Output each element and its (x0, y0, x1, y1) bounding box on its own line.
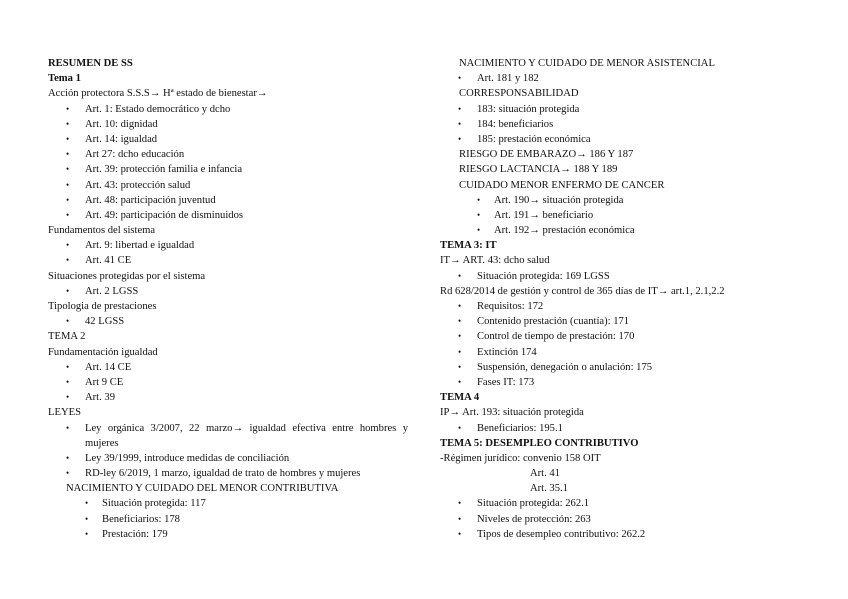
bullet-icon: • (458, 103, 462, 114)
list-item-continuation: mujeres (85, 437, 119, 449)
bullet-icon: • (66, 422, 70, 433)
fundamentos-label: Fundamentos del sistema (48, 225, 156, 237)
bullet-icon: • (458, 73, 462, 84)
list-item: • Suspensión, denegación o anulación: 175 (440, 360, 810, 375)
corresponsabilidad-heading: CORRESPONSABILIDAD (459, 88, 579, 100)
bullet-icon: • (66, 361, 70, 372)
list-item: • 185: prestación económica (440, 132, 810, 147)
tema1-heading: Tema 1 (48, 73, 81, 85)
list-item: • 183: situación protegida (440, 102, 810, 117)
bullet-icon: • (66, 179, 70, 190)
left-column (48, 56, 408, 542)
art35-line: Art. 35.1 (530, 483, 568, 495)
bullet-icon: • (66, 392, 70, 403)
list-item: • Art. 14 CE (48, 360, 408, 375)
bullet-icon: • (458, 528, 462, 539)
list-item: • Situación protegida: 117 (48, 496, 408, 511)
bullet-icon: • (85, 498, 89, 509)
bullet-icon: • (66, 316, 70, 327)
list-item: • Art. 10: dignidad (48, 117, 408, 132)
list-item: • Situación protegida: 169 LGSS (440, 269, 810, 284)
list-item: • Contenido prestación (cuantía): 171 (440, 314, 810, 329)
riesgo-lactancia: RIESGO LACTANCIA→ 188 Y 189 (459, 164, 618, 176)
bullet-icon: • (66, 149, 70, 160)
document-title: RESUMEN DE SS (48, 58, 133, 69)
bullet-icon: • (458, 118, 462, 129)
nacimiento-contributiva-heading: NACIMIENTO Y CUIDADO DEL MENOR CONTRIBUTIVA (66, 483, 339, 495)
list-item: • Control de tiempo de prestación: 170 (440, 329, 810, 344)
list-item: • Art. 41 CE (48, 253, 408, 268)
right-column (440, 56, 810, 542)
bullet-icon: • (85, 528, 89, 539)
list-item: • Art. 39 (48, 390, 408, 405)
bullet-icon: • (66, 376, 70, 387)
tema4-heading: TEMA 4 (440, 392, 480, 404)
list-item: • Beneficiarios: 195.1 (440, 421, 810, 436)
bullet-icon: • (458, 361, 462, 372)
bullet-icon: • (458, 331, 462, 342)
list-item: • Art. 48: participación juventud (48, 193, 408, 208)
list-item: • 184: beneficiarios (440, 117, 810, 132)
list-item: • Art. 14: igualdad (48, 132, 408, 147)
cuidado-cancer-heading: CUIDADO MENOR ENFERMO DE CANCER (459, 179, 665, 191)
tipologia-label: Tipologia de prestaciones (48, 301, 157, 312)
tema5-heading: TEMA 5: DESEMPLEO CONTRIBUTIVO (440, 437, 639, 449)
bullet-icon: • (66, 194, 70, 205)
bullet-icon: • (458, 513, 462, 524)
bullet-icon: • (458, 270, 462, 281)
list-item: • Extinción 174 (440, 345, 810, 360)
bullet-icon: • (458, 133, 462, 144)
tema1-intro: Acción protectora S.S.S→ Hª estado de bienestar→ (48, 88, 268, 100)
list-item: • Requisitos: 172 (440, 299, 810, 314)
bullet-icon: • (66, 118, 70, 129)
bullet-icon: • (458, 498, 462, 509)
bullet-icon: • (477, 194, 481, 205)
riesgo-embarazo: RIESGO DE EMBARAZO→ 186 Y 187 (459, 149, 634, 161)
list-item: • Art. 181 y 182 (440, 71, 810, 86)
list-item: • Tipos de desempleo contributivo: 262.2 (440, 527, 810, 542)
bullet-icon: • (458, 301, 462, 311)
list-item: • Prestación: 179 (48, 527, 408, 542)
list-item: • Niveles de protección: 263 (440, 512, 810, 527)
bullet-icon: • (66, 285, 70, 296)
list-item: • Ley 39/1999, introduce medidas de conciliación (48, 451, 408, 466)
bullet-icon: • (66, 452, 70, 463)
bullet-icon: • (66, 240, 70, 251)
list-item: • Art. 192→ prestación económica (440, 223, 810, 238)
list-item: • Situación protegida: 262.1 (440, 496, 810, 511)
bullet-icon: • (85, 513, 89, 524)
list-item: • RD-ley 6/2019, 1 marzo, igualdad de trato de hombres y mujeres (48, 466, 408, 481)
bullet-icon: • (458, 422, 462, 433)
list-item: • Art. 2 LGSS (48, 284, 408, 299)
ip-line: IP→ Art. 193: situación protegida (440, 407, 584, 419)
bullet-icon: • (458, 346, 462, 357)
it-line: IT→ ART. 43: dcho salud (440, 255, 550, 267)
list-item: • Fases IT: 173 (440, 375, 810, 390)
bullet-icon: • (477, 209, 481, 220)
list-item: • Ley orgánica 3/2007, 22 marzo→ igualdad efectiva entre hombres y (48, 421, 408, 436)
bullet-icon: • (66, 468, 70, 479)
list-item: • Art 27: dcho educación (48, 147, 408, 162)
bullet-icon: • (458, 316, 462, 327)
bullet-icon: • (66, 164, 70, 175)
bullet-icon: • (458, 376, 462, 387)
list-item: • Art. 1: Estado democrático y dcho (48, 102, 408, 117)
rd-line: Rd 628/2014 de gestión y control de 365 días de IT→ art.1, 2.1,2.2 (440, 285, 725, 297)
list-item: • Art. 190→ situación protegida (440, 193, 810, 208)
list-item: • Art. 49: participación de disminuidos (48, 208, 408, 223)
list-item: • Art 9 CE (48, 375, 408, 390)
bullet-icon: • (66, 133, 70, 144)
list-item: • Art. 43: protección salud (48, 178, 408, 193)
fundamentacion-label: Fundamentación igualdad (48, 346, 158, 358)
list-item: • Art. 9: libertad e igualdad (48, 238, 408, 253)
art41-line: Art. 41 (530, 468, 561, 480)
bullet-icon: • (66, 255, 70, 266)
list-item: • Art. 39: protección familia e infancia (48, 162, 408, 177)
leyes-label: LEYES (48, 407, 81, 419)
tema2-heading: TEMA 2 (48, 331, 86, 343)
bullet-icon: • (66, 103, 70, 114)
list-item: • Beneficiarios: 178 (48, 512, 408, 527)
list-item: • 42 LGSS (48, 314, 408, 329)
nacimiento-asistencial-heading: NACIMIENTO Y CUIDADO DE MENOR ASISTENCIAL (459, 58, 715, 69)
bullet-icon: • (66, 209, 70, 220)
list-item: • Art. 191→ beneficiario (440, 208, 810, 223)
regimen-line: -Régimen jurídico: convenio 158 OIT (440, 452, 601, 464)
bullet-icon: • (477, 225, 481, 236)
tema3-heading: TEMA 3: IT (440, 240, 497, 252)
situaciones-label: Situaciones protegidas por el sistema (48, 270, 206, 282)
